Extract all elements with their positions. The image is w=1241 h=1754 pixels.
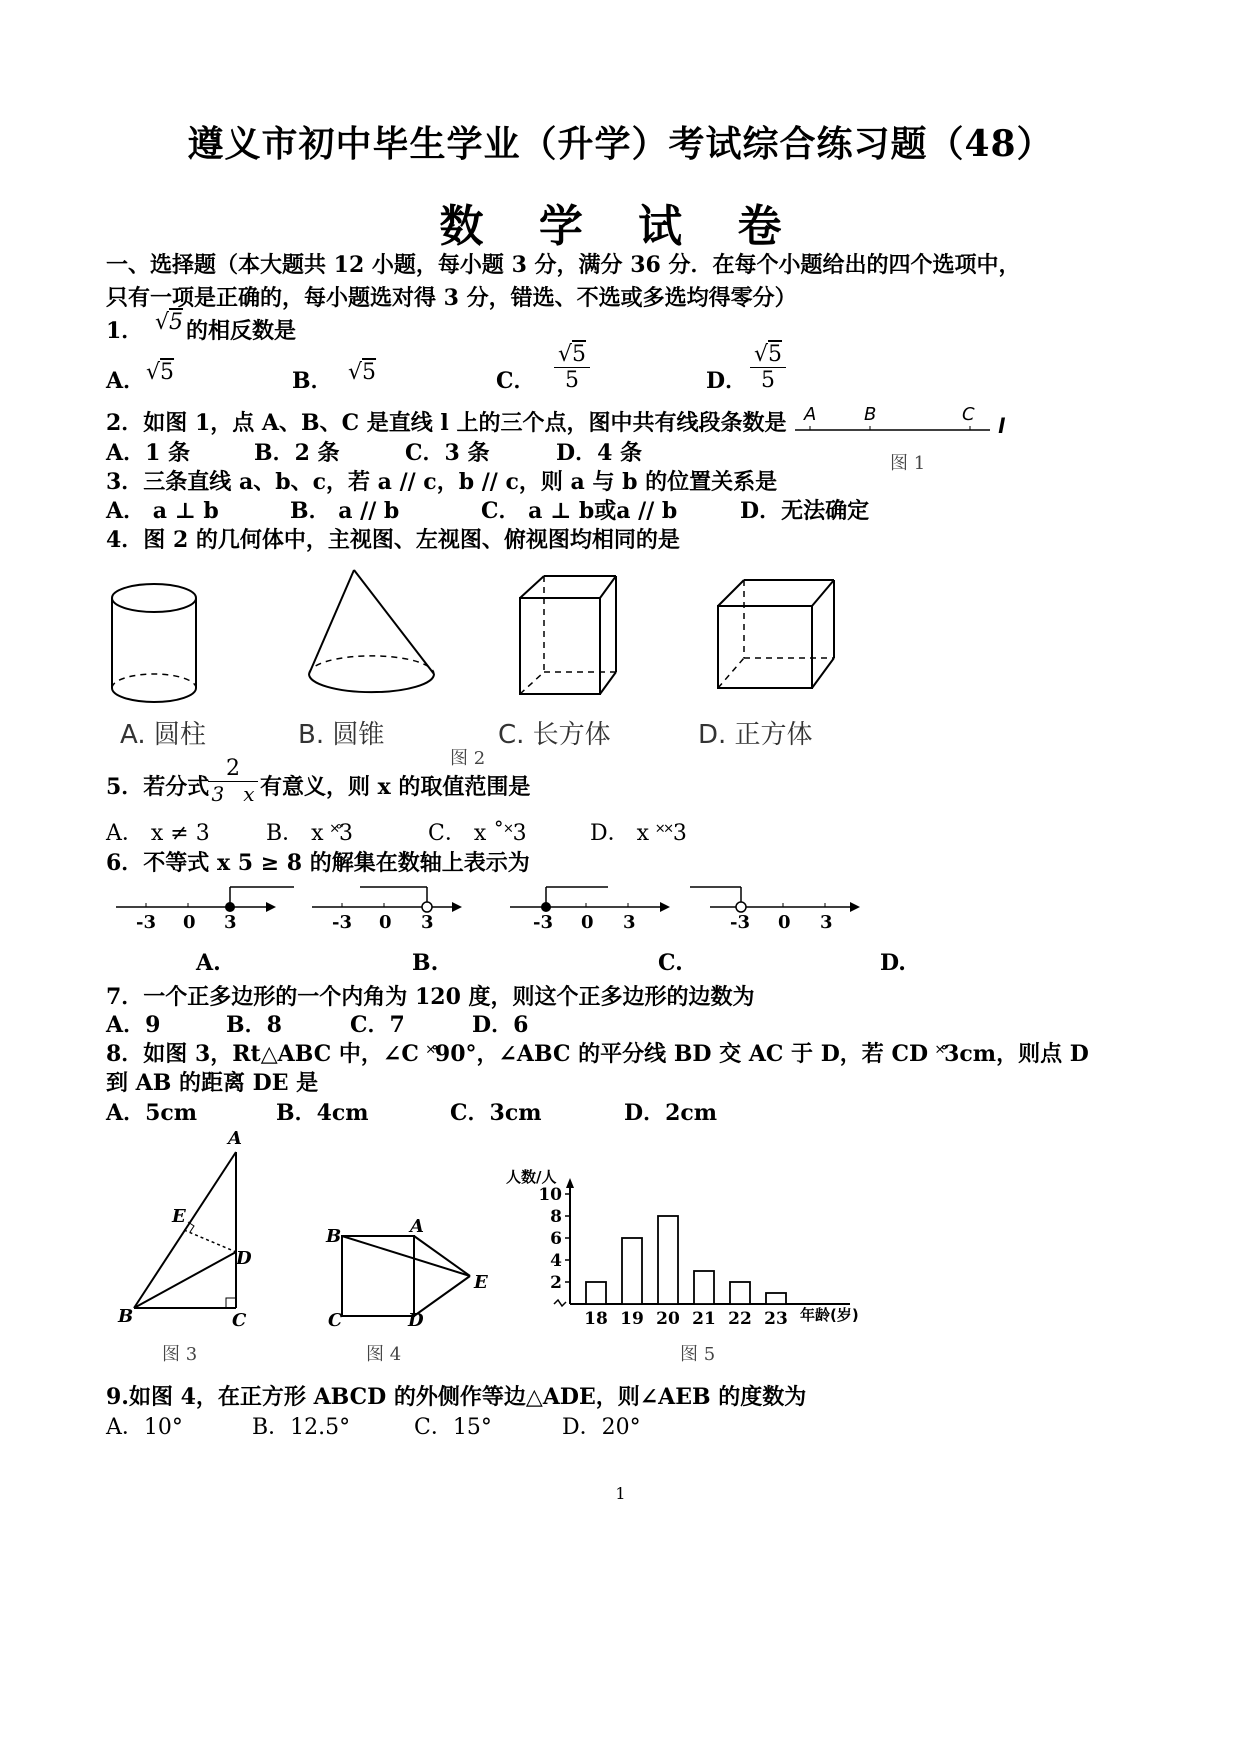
fig4-point-d: D xyxy=(408,1310,424,1331)
chart-axis-break xyxy=(554,1300,566,1306)
section-instructions-line2: 只有一项是正确的，每小题选对得 3 分，错选、不选或多选均得零分） xyxy=(106,285,797,311)
q5-option-c: C． x ˚˟3 xyxy=(428,821,527,846)
fig3-point-c: C xyxy=(232,1310,247,1331)
fig2-caption: 图 2 xyxy=(450,748,486,769)
q1-stem: 的相反数是 xyxy=(186,318,297,344)
q9-option-b: B．12.5° xyxy=(252,1415,351,1440)
nl-b-tick-0: 0 xyxy=(379,912,392,933)
chart-y-tick-label: 10 xyxy=(538,1185,562,1205)
q7-option-a: A．9 xyxy=(106,1012,161,1038)
chart-y-tick-label: 8 xyxy=(550,1207,562,1227)
fig4-point-b: B xyxy=(326,1226,342,1247)
nl-a-tick-3: 3 xyxy=(224,912,237,933)
fig2-label-c: C. 长方体 xyxy=(498,720,611,750)
q7-option-c: C．7 xyxy=(350,1012,405,1038)
q8-stem-line2: 到 AB 的距离 DE 是 xyxy=(106,1070,319,1096)
cuboid-figure xyxy=(516,572,626,702)
nl-a-tick-neg3: -3 xyxy=(136,912,156,933)
q5-option-b: B． x ˟̊3 xyxy=(266,821,353,846)
chart-y-tick-label: 4 xyxy=(550,1251,562,1271)
q5-prefix: 5．若分式 xyxy=(106,774,210,800)
chart-bar xyxy=(586,1282,606,1304)
chart-x-label: 年龄(岁) xyxy=(800,1306,859,1324)
q3-option-b: B． a // b xyxy=(290,498,400,524)
q5-suffix: 有意义，则 x 的取值范围是 xyxy=(260,774,531,800)
q7-option-b: B．8 xyxy=(226,1012,282,1038)
chart-y-label: 人数/人 xyxy=(506,1168,557,1186)
q5-option-a: A． x ≠ 3 xyxy=(106,821,210,846)
q6-option-d: D. xyxy=(880,950,906,976)
q2-option-d: D．4 条 xyxy=(556,440,643,466)
chart-bar xyxy=(730,1282,750,1304)
fig3-point-e: E xyxy=(172,1206,186,1227)
chart-x-tick-label: 18 xyxy=(584,1309,608,1329)
fig1-point-b: B xyxy=(864,404,877,425)
nl-d-tick-neg3: -3 xyxy=(730,912,750,933)
chart-x-tick-label: 22 xyxy=(728,1309,752,1329)
q5-fraction: $\frac{2}{3 x}$ xyxy=(208,756,258,806)
exam-subtitle: 数 学 试 卷 xyxy=(439,201,802,252)
cylinder-figure xyxy=(106,580,206,710)
q9-option-a: A．10° xyxy=(106,1415,183,1440)
cone-figure xyxy=(304,566,444,706)
nl-a-tick-0: 0 xyxy=(183,912,196,933)
chart-y-tick-label: 2 xyxy=(550,1273,562,1293)
q1-option-c-label: C． xyxy=(496,368,536,394)
section-instructions-line1: 一、选择题（本大题共 12 小题，每小题 3 分，满分 36 分．在每个小题给出的四个选项中， xyxy=(106,252,1021,278)
fig4-caption: 图 4 xyxy=(366,1344,402,1365)
q4-stem: 4．图 2 的几何体中，主视图、左视图、俯视图均相同的是 xyxy=(106,527,680,553)
nl-d-tick-3: 3 xyxy=(820,912,833,933)
chart-x-tick-label: 20 xyxy=(656,1309,680,1329)
fig3-point-a: A xyxy=(228,1128,242,1149)
nl-d-tick-0: 0 xyxy=(778,912,791,933)
fig2-label-d: D. 正方体 xyxy=(698,720,813,750)
fig4-point-a: A xyxy=(410,1216,424,1237)
q1-option-c-fraction: $\frac{√5}{5}$ xyxy=(554,342,590,393)
cube-figure xyxy=(714,576,844,696)
q1-option-a-label: A． xyxy=(106,368,146,394)
q6-option-a: A. xyxy=(196,950,221,976)
q9-option-d: D．20° xyxy=(562,1415,641,1440)
nl-b-tick-3: 3 xyxy=(421,912,434,933)
fig3-point-d: D xyxy=(236,1248,252,1269)
chart-y-arrow xyxy=(566,1178,574,1188)
page-number: 1 xyxy=(615,1484,626,1503)
q7-option-d: D．6 xyxy=(472,1012,529,1038)
q6-option-c: C. xyxy=(658,950,683,976)
chart-bar xyxy=(658,1216,678,1304)
chart-bar xyxy=(766,1293,786,1304)
q3-option-d: D．无法确定 xyxy=(740,498,870,524)
fig3-point-b: B xyxy=(118,1306,134,1327)
chart-bar xyxy=(694,1271,714,1304)
q5-option-d: D． x ˟˟3 xyxy=(590,821,687,846)
q3-option-c: C． a ⊥ b或a // b xyxy=(481,498,678,524)
chart-y-tick-label: 6 xyxy=(550,1229,562,1249)
q6-option-b: B. xyxy=(412,950,439,976)
q1-option-d-fraction: $\frac{√5}{5}$ xyxy=(750,342,786,393)
fig1-point-c: C xyxy=(962,404,975,425)
exam-title: 遵义市初中毕生学业（升学）考试综合练习题（48） xyxy=(187,123,1054,165)
fig4-point-e: E xyxy=(474,1272,488,1293)
q9-stem: 9.如图 4，在正方形 ABCD 的外侧作等边△ADE，则∠AEB 的度数为 xyxy=(106,1384,807,1410)
fig1-line-l: l xyxy=(998,414,1005,438)
q2-option-c: C．3 条 xyxy=(405,440,490,466)
nl-c-tick-3: 3 xyxy=(623,912,636,933)
q2-option-a: A．1 条 xyxy=(106,440,191,466)
q7-stem: 7．一个正多边形的一个内角为 120 度，则这个正多边形的边数为 xyxy=(106,984,755,1010)
fig2-label-a: A. 圆柱 xyxy=(120,720,206,750)
nl-c-tick-0: 0 xyxy=(581,912,594,933)
q6-stem: 6．不等式 x 5 ≥ 8 的解集在数轴上表示为 xyxy=(106,850,530,876)
q8-option-a: A．5cm xyxy=(106,1100,198,1126)
nl-c-tick-neg3: -3 xyxy=(533,912,553,933)
fig1-caption: 图 1 xyxy=(890,453,926,474)
q1-option-a: √5 xyxy=(146,360,175,385)
fig2-label-b: B. 圆锥 xyxy=(298,720,385,750)
chart-x-tick-label: 23 xyxy=(764,1309,788,1329)
q1-number: 1． xyxy=(106,318,144,344)
chart-bar xyxy=(622,1238,642,1304)
fig1-point-a: A xyxy=(804,404,817,425)
fig1-line-diagram xyxy=(790,400,1020,440)
q3-option-a: A． a ⊥ b xyxy=(106,498,219,524)
fig3-caption: 图 3 xyxy=(162,1344,198,1365)
q2-stem: 2．如图 1，点 A、B、C 是直线 l 上的三个点，图中共有线段条数是 xyxy=(106,410,787,436)
q1-option-b-label: B． xyxy=(292,368,333,394)
fig5-caption: 图 5 xyxy=(680,1344,716,1365)
chart-x-tick-label: 19 xyxy=(620,1309,644,1329)
chart-x-tick-label: 21 xyxy=(692,1309,716,1329)
q8-option-b: B．4cm xyxy=(276,1100,369,1126)
q8-stem-line1: 8．如图 3，Rt△ABC 中，∠C ˟̊90°，∠ABC 的平分线 BD 交 AC 于 D，若 CD ˟̊3cm，则点 D xyxy=(106,1041,1089,1067)
q8-option-c: C．3cm xyxy=(450,1100,542,1126)
fig4-point-c: C xyxy=(328,1310,343,1331)
q3-stem: 3．三条直线 a、b、c，若 a // c，b // c，则 a 与 b 的位置关系是 xyxy=(106,469,778,495)
q9-option-c: C．15° xyxy=(414,1415,492,1440)
q1-sqrt: √5 xyxy=(155,310,184,335)
q1-option-d-label: D． xyxy=(706,368,748,394)
q2-option-b: B．2 条 xyxy=(254,440,340,466)
nl-b-tick-neg3: -3 xyxy=(332,912,352,933)
q8-option-d: D．2cm xyxy=(624,1100,718,1126)
q1-option-b: √5 xyxy=(348,360,377,385)
